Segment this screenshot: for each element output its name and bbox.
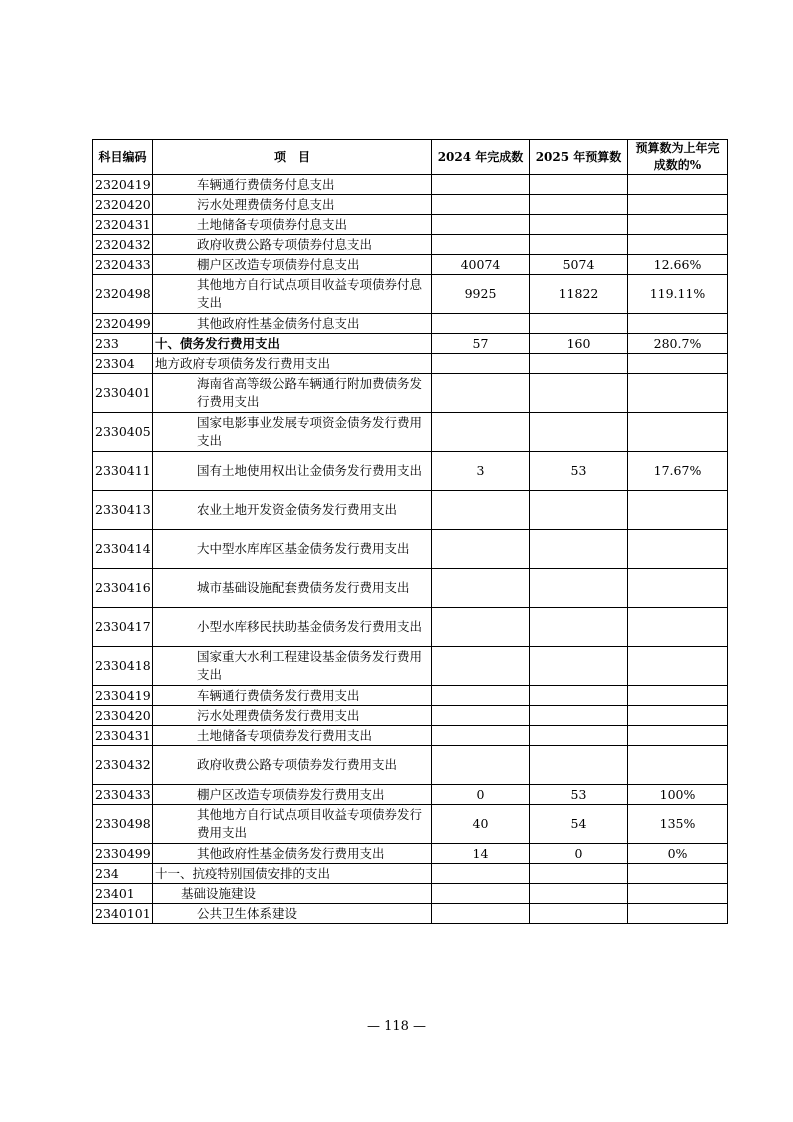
table-row — [93, 530, 728, 569]
row-budget — [530, 647, 628, 686]
row-code: 2330420 — [93, 706, 153, 726]
row-pct — [628, 686, 728, 706]
row-done — [432, 569, 530, 608]
row-done: 9925 — [432, 275, 530, 314]
row-pct: 17.67% — [628, 452, 728, 491]
row-budget — [530, 608, 628, 647]
row-budget — [530, 413, 628, 452]
row-pct — [628, 374, 728, 413]
row-pct — [628, 706, 728, 726]
row-item: 其他政府性基金债务发行费用支出 — [153, 844, 432, 864]
row-pct — [628, 235, 728, 255]
row-code: 2330418 — [93, 647, 153, 686]
row-done — [432, 864, 530, 884]
table-row — [93, 314, 728, 334]
row-done — [432, 884, 530, 904]
row-pct — [628, 746, 728, 785]
table-row — [93, 884, 728, 904]
table-row-category — [93, 864, 728, 884]
row-done — [432, 374, 530, 413]
row-item: 国有土地使用权出让金债务发行费用支出 — [153, 452, 432, 491]
table-row — [93, 452, 728, 491]
row-item: 海南省高等级公路车辆通行附加费债务发行费用支出 — [153, 374, 432, 413]
table-row — [93, 215, 728, 235]
row-pct — [628, 314, 728, 334]
row-code: 2330432 — [93, 746, 153, 785]
row-pct — [628, 884, 728, 904]
row-budget — [530, 706, 628, 726]
row-done: 14 — [432, 844, 530, 864]
row-code: 2330498 — [93, 805, 153, 844]
row-done — [432, 195, 530, 215]
table-row — [93, 608, 728, 647]
row-pct: 100% — [628, 785, 728, 805]
table-row — [93, 569, 728, 608]
table-row — [93, 726, 728, 746]
row-budget — [530, 354, 628, 374]
row-budget — [530, 746, 628, 785]
row-budget: 11822 — [530, 275, 628, 314]
row-code: 2330414 — [93, 530, 153, 569]
row-code: 23304 — [93, 354, 153, 374]
table-row — [93, 374, 728, 413]
row-code: 2330419 — [93, 686, 153, 706]
row-item: 公共卫生体系建设 — [153, 904, 432, 924]
table-row — [93, 175, 728, 195]
row-item: 其他政府性基金债务付息支出 — [153, 314, 432, 334]
row-budget — [530, 884, 628, 904]
row-budget: 54 — [530, 805, 628, 844]
table-row — [93, 746, 728, 785]
table-row — [93, 413, 728, 452]
row-item: 国家重大水利工程建设基金债务发行费用支出 — [153, 647, 432, 686]
row-budget — [530, 726, 628, 746]
row-pct — [628, 904, 728, 924]
row-budget — [530, 686, 628, 706]
row-done: 57 — [432, 334, 530, 354]
row-budget — [530, 530, 628, 569]
table-row — [93, 686, 728, 706]
header-code: 科目编码 — [93, 140, 153, 175]
row-code: 2340101 — [93, 904, 153, 924]
row-item: 污水处理费债务付息支出 — [153, 195, 432, 215]
row-done — [432, 530, 530, 569]
row-item: 车辆通行费债务发行费用支出 — [153, 686, 432, 706]
row-done — [432, 175, 530, 195]
row-code: 2330411 — [93, 452, 153, 491]
table-row — [93, 354, 728, 374]
row-budget: 53 — [530, 452, 628, 491]
row-budget — [530, 195, 628, 215]
row-pct — [628, 491, 728, 530]
row-item: 地方政府专项债务发行费用支出 — [153, 354, 432, 374]
row-done — [432, 235, 530, 255]
budget-table — [92, 139, 728, 924]
row-pct — [628, 726, 728, 746]
row-pct — [628, 608, 728, 647]
row-item: 棚户区改造专项债券发行费用支出 — [153, 785, 432, 805]
row-done — [432, 746, 530, 785]
row-budget — [530, 215, 628, 235]
row-code: 2320433 — [93, 255, 153, 275]
row-budget — [530, 864, 628, 884]
header-item: 项 目 — [153, 140, 432, 175]
row-item: 其他地方自行试点项目收益专项债券发行费用支出 — [153, 805, 432, 844]
row-pct: 119.11% — [628, 275, 728, 314]
row-done — [432, 726, 530, 746]
row-item: 政府收费公路专项债券发行费用支出 — [153, 746, 432, 785]
row-item: 车辆通行费债务付息支出 — [153, 175, 432, 195]
table-row — [93, 491, 728, 530]
row-pct — [628, 530, 728, 569]
row-item: 污水处理费债务发行费用支出 — [153, 706, 432, 726]
row-code: 2330413 — [93, 491, 153, 530]
header-ratio: 预算数为上年完成数的% — [628, 140, 728, 175]
row-budget: 160 — [530, 334, 628, 354]
row-code: 2330405 — [93, 413, 153, 452]
row-budget — [530, 175, 628, 195]
row-item: 棚户区改造专项债券付息支出 — [153, 255, 432, 275]
row-pct: 280.7% — [628, 334, 728, 354]
row-budget — [530, 904, 628, 924]
row-item: 十一、抗疫特别国债安排的支出 — [153, 864, 432, 884]
row-code: 23401 — [93, 884, 153, 904]
row-item: 国家电影事业发展专项资金债务发行费用支出 — [153, 413, 432, 452]
row-pct — [628, 215, 728, 235]
row-budget: 5074 — [530, 255, 628, 275]
row-code: 2330433 — [93, 785, 153, 805]
row-code: 2330499 — [93, 844, 153, 864]
row-item: 十、债务发行费用支出 — [153, 334, 432, 354]
page-number: — 118 — — [366, 1019, 427, 1034]
row-item: 政府收费公路专项债券付息支出 — [153, 235, 432, 255]
header-budget-2025: 2025 年预算数 — [530, 140, 628, 175]
row-item: 基础设施建设 — [153, 884, 432, 904]
row-done — [432, 904, 530, 924]
table-row — [93, 844, 728, 864]
row-budget: 53 — [530, 785, 628, 805]
table-row — [93, 785, 728, 805]
row-item: 土地储备专项债券发行费用支出 — [153, 726, 432, 746]
row-item: 城市基础设施配套费债务发行费用支出 — [153, 569, 432, 608]
row-done — [432, 491, 530, 530]
row-budget — [530, 569, 628, 608]
row-done — [432, 706, 530, 726]
row-done — [432, 413, 530, 452]
row-pct — [628, 647, 728, 686]
row-code: 2320431 — [93, 215, 153, 235]
table-row-category — [93, 334, 728, 354]
row-done: 0 — [432, 785, 530, 805]
row-done — [432, 314, 530, 334]
row-pct: 0% — [628, 844, 728, 864]
row-item: 大中型水库库区基金债务发行费用支出 — [153, 530, 432, 569]
table-row — [93, 255, 728, 275]
row-code: 2320499 — [93, 314, 153, 334]
row-budget — [530, 374, 628, 413]
row-code: 2330417 — [93, 608, 153, 647]
table-row — [93, 904, 728, 924]
row-done: 40 — [432, 805, 530, 844]
row-item: 农业土地开发资金债务发行费用支出 — [153, 491, 432, 530]
table-row — [93, 195, 728, 215]
row-done: 40074 — [432, 255, 530, 275]
table-row — [93, 235, 728, 255]
table-row — [93, 647, 728, 686]
row-code: 2330401 — [93, 374, 153, 413]
row-done: 3 — [432, 452, 530, 491]
header-done-2024: 2024 年完成数 — [432, 140, 530, 175]
table-row — [93, 275, 728, 314]
row-done — [432, 608, 530, 647]
row-pct — [628, 195, 728, 215]
row-code: 233 — [93, 334, 153, 354]
row-pct — [628, 413, 728, 452]
row-pct: 12.66% — [628, 255, 728, 275]
row-pct — [628, 354, 728, 374]
row-budget: 0 — [530, 844, 628, 864]
row-code: 2320498 — [93, 275, 153, 314]
table-row — [93, 805, 728, 844]
table-row — [93, 706, 728, 726]
row-pct — [628, 864, 728, 884]
row-code: 2320420 — [93, 195, 153, 215]
row-done — [432, 215, 530, 235]
row-code: 2320419 — [93, 175, 153, 195]
row-code: 2330431 — [93, 726, 153, 746]
row-item: 土地储备专项债券付息支出 — [153, 215, 432, 235]
row-item: 小型水库移民扶助基金债务发行费用支出 — [153, 608, 432, 647]
row-pct — [628, 175, 728, 195]
row-code: 2320432 — [93, 235, 153, 255]
row-code: 234 — [93, 864, 153, 884]
row-done — [432, 354, 530, 374]
row-budget — [530, 491, 628, 530]
row-code: 2330416 — [93, 569, 153, 608]
row-done — [432, 686, 530, 706]
row-done — [432, 647, 530, 686]
row-item: 其他地方自行试点项目收益专项债券付息支出 — [153, 275, 432, 314]
row-pct: 135% — [628, 805, 728, 844]
row-budget — [530, 235, 628, 255]
row-pct — [628, 569, 728, 608]
table-header-row — [93, 140, 728, 175]
row-budget — [530, 314, 628, 334]
